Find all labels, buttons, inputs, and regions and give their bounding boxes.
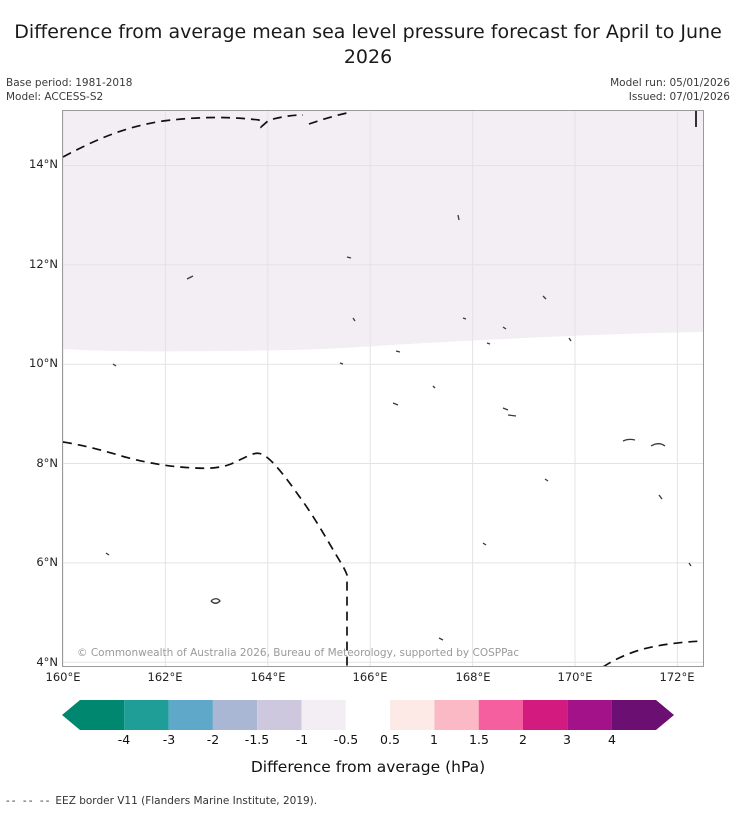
colorbar-seg-8: [390, 700, 434, 730]
colorbar-tick-9: 2: [519, 732, 527, 747]
meta-right: [610, 76, 730, 104]
colorbar-tick-7: 1: [430, 732, 438, 747]
xtick-172E: 172°E: [659, 670, 695, 684]
xtick-162E: 162°E: [147, 670, 183, 684]
colorbar-tick-2: -2: [206, 732, 220, 747]
colorbar-seg-3: [169, 700, 213, 730]
footer-text: EEZ border V11 (Flanders Marine Institute, 2019).: [55, 795, 318, 807]
colorbar-seg-2: [124, 700, 168, 730]
colorbar-tick-5: -0.5: [333, 732, 359, 747]
model-text: Model: ACCESS-S2: [6, 91, 104, 103]
ytick-8N: 8°N: [36, 456, 58, 470]
colorbar-seg-7: [346, 700, 390, 730]
colorbar-seg-1: [80, 700, 124, 730]
map-plot-area: [62, 110, 704, 667]
map-credit: © Commonwealth of Australia 2026, Bureau of Meteorology, supported by COSPPac: [77, 647, 520, 659]
footer-legend: [6, 795, 317, 807]
colorbar-svg: [62, 700, 674, 730]
base-period-text: Base period: 1981-2018: [6, 77, 133, 89]
colorbar-tick-10: 3: [563, 732, 571, 747]
colorbar-tick-4: -1: [295, 732, 309, 747]
xtick-166E: 166°E: [352, 670, 388, 684]
colorbar-tick-6: 0.5: [380, 732, 400, 747]
ytick-12N: 12°N: [29, 257, 58, 271]
colorbar-seg-13: [612, 700, 656, 730]
colorbar-tick-11: 4: [608, 732, 616, 747]
pressure-band-north: [63, 111, 703, 351]
colorbar-title: Difference from average (hPa): [250, 758, 486, 776]
colorbar-tick-1: -3: [162, 732, 176, 747]
page-title: Difference from average mean sea level pressure forecast for April to June 2026: [14, 21, 722, 68]
xtick-160E: 160°E: [45, 670, 81, 684]
colorbar-seg-12: [567, 700, 611, 730]
meta-left: [6, 76, 132, 104]
colorbar-seg-4: [213, 700, 257, 730]
colorbar: [62, 700, 674, 730]
colorbar-tick-8: 1.5: [469, 732, 489, 747]
ytick-10N: 10°N: [29, 356, 58, 370]
colorbar-seg-5: [257, 700, 301, 730]
map-svg: [63, 111, 703, 666]
xtick-168E: 168°E: [455, 670, 491, 684]
colorbar-extend-min: [62, 700, 80, 730]
xtick-170E: 170°E: [557, 670, 593, 684]
colorbar-extend-max: [656, 700, 674, 730]
xtick-164E: 164°E: [250, 670, 286, 684]
ytick-6N: 6°N: [36, 555, 58, 569]
colorbar-seg-9: [434, 700, 478, 730]
colorbar-seg-6: [302, 700, 346, 730]
colorbar-seg-11: [523, 700, 567, 730]
colorbar-tick-3: -1.5: [244, 732, 270, 747]
issued-text: Issued: 07/01/2026: [628, 91, 730, 103]
colorbar-tick-labels: [0, 732, 736, 748]
colorbar-tick-0: -4: [117, 732, 131, 747]
ytick-14N: 14°N: [29, 157, 58, 171]
eez-dash-swatch: -- -- --: [6, 795, 52, 807]
ytick-4N: 4°N: [36, 655, 58, 669]
colorbar-seg-10: [479, 700, 523, 730]
model-run-text: Model run: 05/01/2026: [610, 77, 730, 89]
